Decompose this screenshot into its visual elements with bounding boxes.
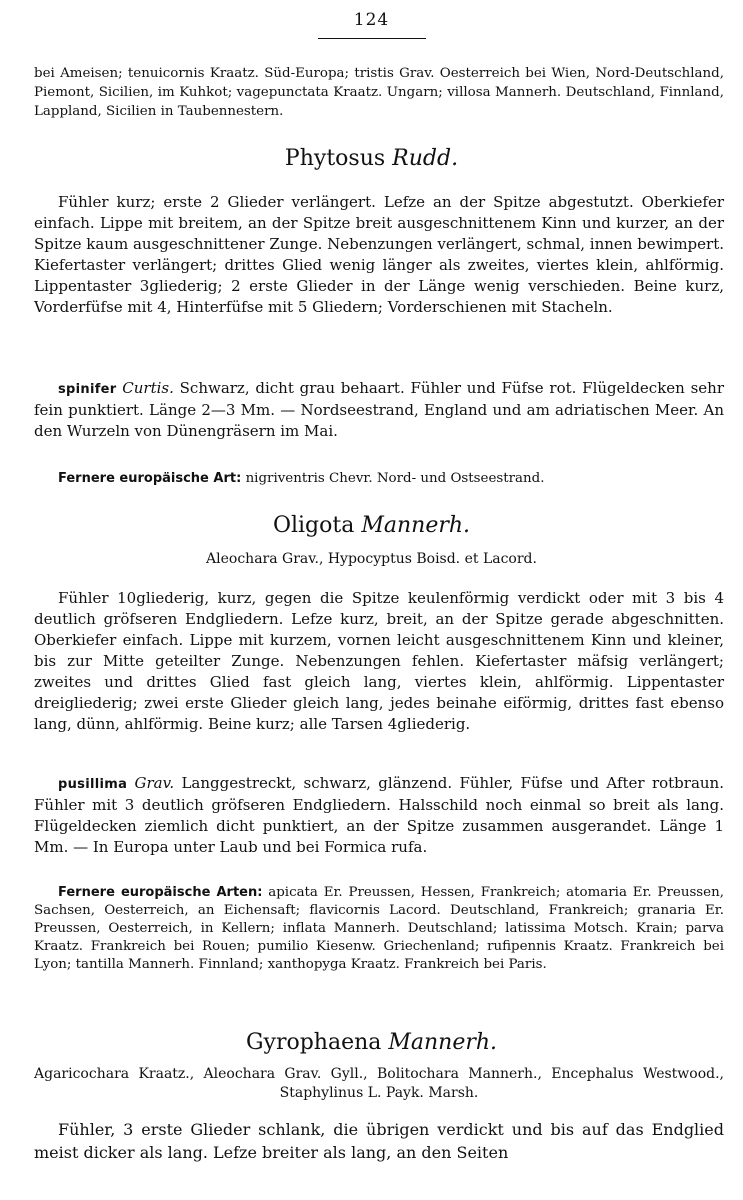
genus-name: Oligota	[272, 513, 355, 538]
genus-name: Gyrophaena	[245, 1030, 382, 1055]
phytosus-further-species	[34, 469, 724, 488]
page-number: 124	[353, 10, 390, 30]
oligota-species-entry	[34, 773, 724, 858]
description-text: Fühler kurz; erste 2 Glieder verlängert. Lefze an der Spitze abgestutzt. Oberkiefer einfach. Lippe mit breitem, an der Spitze breit ausgeschnittenem Kinn und kurzer, an der Spitze kaum ausgeschnittener Zunge. Nebenzungen verlängert, schmal, innen bewimpert. Kiefertaster verlängert; drittes Glied wenig länger als zweites, viertes klein, ahlförmig. Lippentaster 3gliederig; 2 erste Glieder in der Länge wenig verschieden. Beine kurz, Vorderfüfse mit 4, Hinterfüfse mit 5 Gliedern; Vorderschienen mit Stacheln.	[34, 193, 724, 316]
species-author: Grav.	[134, 774, 175, 792]
genus-heading-gyrophaena	[0, 1030, 743, 1055]
genus-name: Phytosus	[284, 146, 386, 171]
species-paragraph	[34, 378, 724, 442]
genus-author: Mannerh.	[361, 513, 471, 538]
phytosus-species-entry	[34, 378, 724, 442]
genus-author: Rudd.	[392, 146, 459, 171]
description-text: Fühler, 3 erste Glieder schlank, die übrigen verdickt und bis auf das Endglied meist dicker als lang. Lefze breiter als lang, an den Seiten	[34, 1120, 724, 1162]
species-text: Schwarz, dicht grau behaart. Fühler und Füfse rot. Flügeldecken sehr fein punktiert. Länge 2—3 Mm. — Nordseestrand, England und am adriatischen Meer. An den Wurzeln von Dünengräsern im Mai.	[34, 379, 724, 440]
further-text: nigriventris Chevr. Nord- und Ostseestrand.	[245, 471, 545, 486]
intro-paragraph	[34, 64, 724, 121]
phytosus-description	[34, 192, 724, 318]
header-rule	[318, 38, 426, 39]
species-paragraph	[34, 773, 724, 858]
species-text: Langgestreckt, schwarz, glänzend. Fühler, Füfse und After rotbraun. Fühler mit 3 deutlich gröfseren Endgliedern. Halsschild noch einmal so breit als lang. Flügeldecken ziemlich dicht punktiert, an der Spitze zusammen ausgerandet. Länge 1 Mm. — In Europa unter Laub und bei Formica rufa.	[34, 774, 724, 856]
oligota-description	[34, 588, 724, 735]
oligota-synonyms: Aleochara Grav., Hypocyptus Boisd. et Lacord.	[206, 551, 537, 567]
species-author: Curtis.	[122, 379, 174, 397]
further-label: Fernere europäische Arten:	[58, 885, 263, 900]
description-text: Fühler 10gliederig, kurz, gegen die Spitze keulenförmig verdickt oder mit 3 bis 4 deutlich gröfseren Endgliedern. Lefze kurz, breit, an der Spitze gerade abgeschnitten. Oberkiefer einfach. Lippe mit kurzem, vornen leicht ausgeschnittenem Kinn und kleiner, bis zur Mitte geteilter Zunge. Nebenzungen fehlen. Kiefertaster mäfsig verlängert; zweites und drittes Glied fast gleich lang, viertes klein, ahlförmig. Lippentaster dreigliederig; zwei erste Glieder gleich lang, jedes beinahe eiförmig, drittes fast ebenso lang, dünn, ahlförmig. Beine kurz; alle Tarsen 4gliederig.	[34, 589, 724, 733]
genus-heading-oligota	[0, 513, 743, 538]
species-name: pusillima	[58, 777, 128, 792]
further-label: Fernere europäische Art:	[58, 471, 242, 486]
further-text: apicata Er. Preussen, Hessen, Frankreich; atomaria Er. Preussen, Sachsen, Oesterreich, an Eichensaft; flavicornis Lacord. Deutschland, Frankreich; granaria Er. Preussen, Oesterreich, in Kellern; inflata Mannerh. Deutschland; latissima Motsch. Krain; parva Kraatz. Frankreich bei Rouen; pumilio Kiesenw. Griechenland; rufipennis Kraatz. Frankreich bei Lyon; tantilla Mannerh. Finnland; xanthopyga Kraatz. Frankreich bei Paris.	[34, 885, 724, 972]
oligota-further-species	[34, 884, 724, 974]
genus-author: Mannerh.	[388, 1030, 498, 1055]
gyrophaena-synonyms: Agaricochara Kraatz., Aleochara Grav. Gyll., Bolitochara Mannerh., Encephalus Westwood., Staphylinus L. Payk. Marsh.	[34, 1066, 724, 1101]
gyrophaena-description	[34, 1118, 724, 1164]
intro-text: bei Ameisen; tenuicornis Kraatz. Süd-Europa; tristis Grav. Oesterreich bei Wien, Nord-Deutschland, Piemont, Sicilien, im Kuhkot; vagepunctata Kraatz. Ungarn; villosa Mannerh. Deutschland, Finnland, Lappland, Sicilien in Taubennestern.	[34, 66, 724, 119]
genus-heading-phytosus	[0, 146, 743, 171]
further-paragraph	[34, 469, 724, 488]
further-paragraph	[34, 884, 724, 974]
species-name: spinifer	[58, 382, 117, 397]
